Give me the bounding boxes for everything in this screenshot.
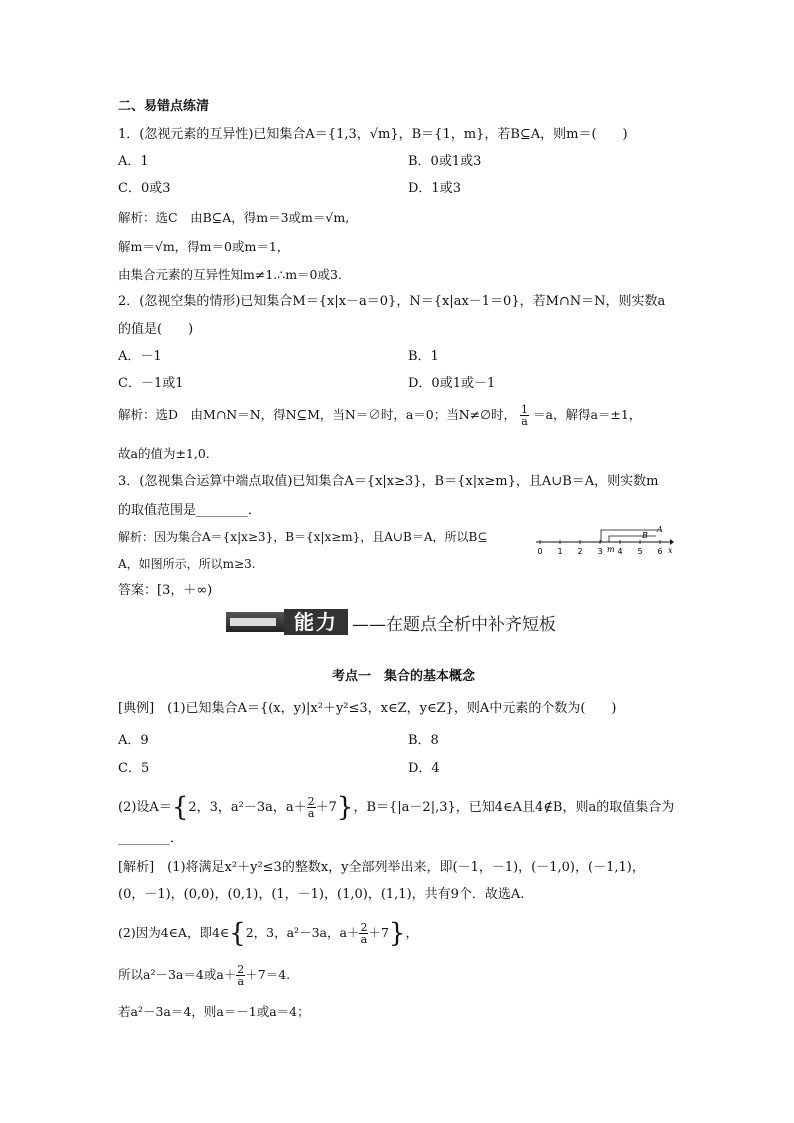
axis-arrow xyxy=(670,539,674,545)
sol2-set-end: ＋7 xyxy=(368,925,389,940)
q3-solution-line-2: A，如图所示，所以m≥3. xyxy=(118,557,256,571)
example-solution-line-4 xyxy=(118,964,290,987)
section-banner xyxy=(226,609,556,635)
q2-solution-text-a: 解析：选D 由M∩N＝N，得N⊆M，当N＝∅时，a＝0；当N≠∅时， xyxy=(118,407,517,422)
q2-option-b: B．1 xyxy=(408,349,439,364)
q2-option-a: A．－1 xyxy=(118,349,162,364)
q2-option-d: D．0或1或－1 xyxy=(408,376,496,391)
fraction-numerator: 2 xyxy=(237,963,245,976)
banner-tag: 能力 xyxy=(284,609,348,635)
sol3-suffix: ＋7＝4. xyxy=(245,967,291,982)
ex-option-c: C．5 xyxy=(118,761,150,776)
sol2-set: 2，3，a²－3a，a＋ xyxy=(245,925,360,940)
q1-solution-line-2: 解m＝√m，得m＝0或m＝1， xyxy=(118,239,290,254)
example-solution-line-2: (0，－1)，(0,0)，(0,1)，(1，－1)，(1,0)，(1,1)，共有9个．故选A. xyxy=(118,887,525,902)
ex-option-a: A．9 xyxy=(118,733,149,748)
question-3-stem-line-2: 的取值范围是________． xyxy=(118,503,262,518)
example-solution-line-1: [解析] (1)将满足x²＋y²≤3的整数x，y全部列举出来，即(－1，－1)，(－1,0)，(－1,1)， xyxy=(118,860,645,875)
example-q1: [典例] (1)已知集合A＝{(x，y)|x²＋y²≤3，x∈Z，y∈Z}，则A中元素的个数为( ) xyxy=(118,701,617,716)
tick-label: 2 xyxy=(577,547,583,556)
tick-label: 3 xyxy=(597,547,603,556)
fraction-denominator: a xyxy=(360,933,368,946)
q1-solution-line-3: 由集合元素的互异性知m≠1.∴m＝0或3. xyxy=(118,267,342,282)
set-end: ＋7 xyxy=(315,800,337,815)
fraction-denominator: a xyxy=(521,415,528,428)
fraction-numerator: 2 xyxy=(360,921,368,934)
q1-solution-line-1: 解析：选C 由B⊆A，得m＝3或m＝√m, xyxy=(118,210,350,225)
banner-subtitle: ——在题点全析中补齐短板 xyxy=(352,614,556,635)
label-x: x xyxy=(668,546,673,555)
tick-label: 6 xyxy=(657,547,663,556)
q2-tail: ，B＝{|a－2|,3}，已知4∈A且4∉B，则a的取值集合为 xyxy=(353,800,675,815)
ex-option-b: B．8 xyxy=(408,733,439,748)
set-b-bracket xyxy=(609,536,656,542)
q2-solution-text-b: ＝a，解得a＝±1， xyxy=(533,407,642,422)
q2-prefix: (2)设A＝ xyxy=(118,800,172,815)
banner-decoration xyxy=(226,612,284,632)
tick-label: 5 xyxy=(637,547,643,556)
q1-option-c: C．0或3 xyxy=(118,181,171,196)
section-title: 二、易错点练清 xyxy=(118,99,210,114)
q2-solution-line-1 xyxy=(118,404,641,427)
brace-right: } xyxy=(388,918,406,949)
example-q2-line-1 xyxy=(118,792,675,823)
sol3-fraction xyxy=(236,964,245,987)
q3-answer: 答案：[3，＋∞) xyxy=(118,583,213,598)
brace-left: { xyxy=(229,918,246,949)
q2-option-c: C．－1或1 xyxy=(118,376,184,391)
kaodian-title: 考点一 集合的基本概念 xyxy=(332,669,476,684)
q3-solution-line-1: 解析：因为集合A＝{x|x≥3}，B＝{x|x≥m}，且A∪B＝A，所以B⊆ xyxy=(118,530,488,544)
sol3-prefix: 所以a²－3a＝4或a＋ xyxy=(118,967,237,982)
sol2-tail: ， xyxy=(405,925,418,940)
label-m: m xyxy=(607,545,615,554)
example-solution-line-5: 若a²－3a＝4，则a＝－1或a＝4； xyxy=(118,1004,310,1019)
example-q2-line-2: ________． xyxy=(118,831,184,846)
label-b: B xyxy=(642,531,648,540)
ex-option-d: D．4 xyxy=(408,761,440,776)
fraction-numerator: 2 xyxy=(307,795,315,808)
question-3-stem-line-1: 3．(忽视集合运算中端点取值)已知集合A＝{x|x≥3}，B＝{x|x≥m}，且A∪B＝A，则实数m xyxy=(118,474,659,489)
question-2-stem-line-2: 的值是( ) xyxy=(118,322,194,337)
tick-label: 1 xyxy=(557,547,563,556)
set-fraction xyxy=(307,796,316,819)
fraction-denominator: a xyxy=(307,807,315,820)
q2-solution-fraction xyxy=(520,404,529,427)
fraction-numerator: 1 xyxy=(521,403,529,416)
brace-right: } xyxy=(336,792,354,823)
question-2-stem-line-1: 2．(忽视空集的情形)已知集合M＝{x|x－a＝0}，N＝{x|ax－1＝0}，若M∩N＝N，则实数a xyxy=(118,294,666,309)
q1-option-a: A．1 xyxy=(118,154,149,169)
question-1-stem: 1．(忽视元素的互异性)已知集合A＝{1,3，√m}，B＝{1，m}，若B⊆A，则m＝( ) xyxy=(118,127,628,142)
fraction-denominator: a xyxy=(237,975,245,988)
label-a: A xyxy=(657,525,663,534)
example-solution-line-3 xyxy=(118,918,418,949)
tick-label: 0 xyxy=(537,547,543,556)
number-line-diagram xyxy=(536,524,676,560)
brace-left: { xyxy=(171,792,189,823)
q1-option-b: B．0或1或3 xyxy=(408,154,482,169)
sol2-prefix: (2)因为4∈A，即4∈ xyxy=(118,925,230,940)
q1-option-d: D．1或3 xyxy=(408,181,461,196)
set-elements: 2，3，a²－3a，a＋ xyxy=(188,800,307,815)
q2-solution-line-2: 故a的值为±1,0. xyxy=(118,446,210,461)
tick-label: 4 xyxy=(617,547,623,556)
